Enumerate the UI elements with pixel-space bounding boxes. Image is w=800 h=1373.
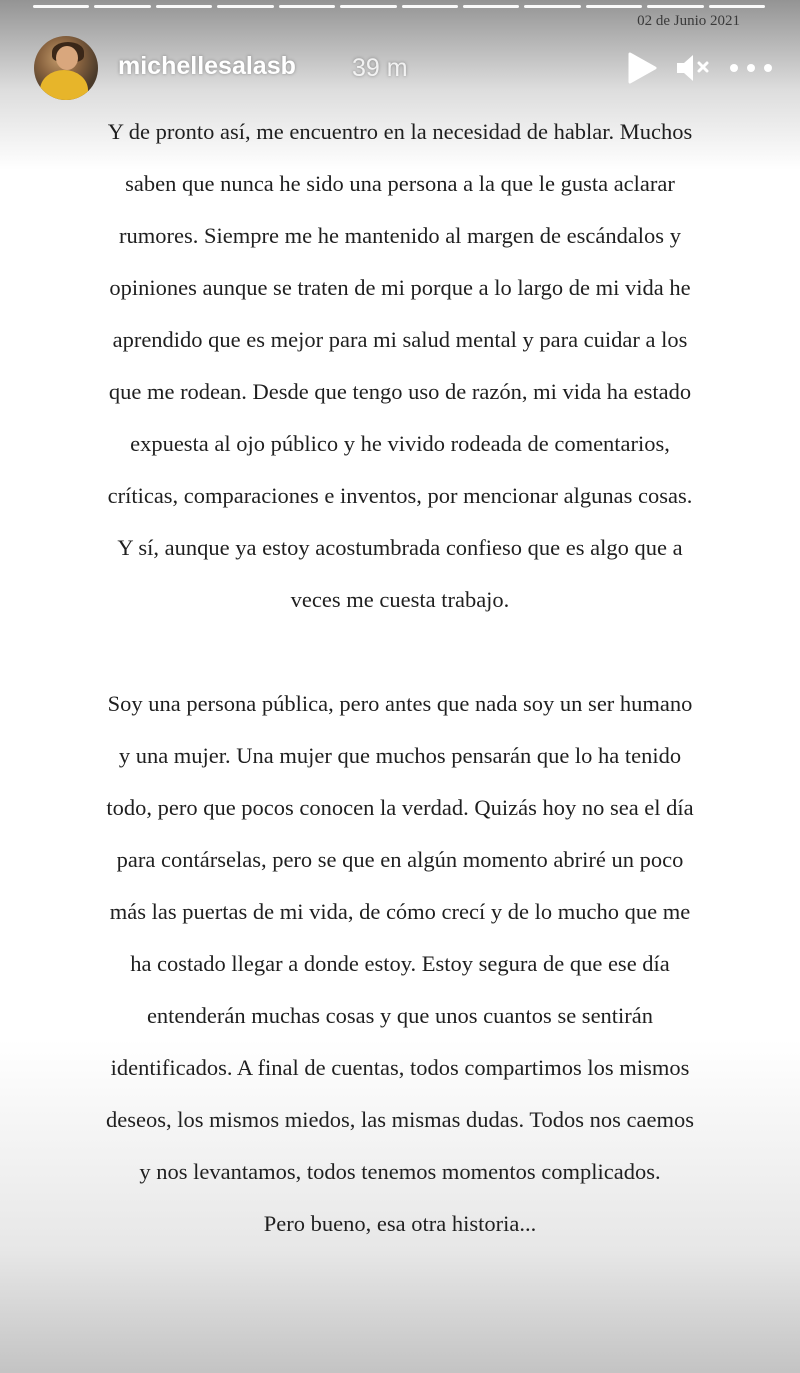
progress-segment (340, 5, 396, 8)
progress-segment (156, 5, 212, 8)
text-line: saben que nunca he sido una persona a la que le gusta aclarar (125, 171, 675, 196)
progress-segment (94, 5, 150, 8)
text-line: ha costado llegar a donde estoy. Estoy segura de que ese día (130, 951, 670, 976)
progress-segment (402, 5, 458, 8)
play-button[interactable] (626, 51, 658, 85)
text-line: identificados. A final de cuentas, todos compartimos los mismos (110, 1055, 690, 1080)
text-line: que me rodean. Desde que tengo uso de razón, mi vida ha estado (108, 379, 692, 404)
progress-segment (709, 5, 765, 8)
text-line: y nos levantamos, todos tenemos momentos complicados. (139, 1159, 661, 1184)
progress-segment (524, 5, 580, 8)
date-stamp: 02 de Junio 2021 (637, 13, 740, 29)
text-line: rumores. Siempre me he mantenido al margen de escándalos y (119, 223, 681, 248)
progress-segment (217, 5, 273, 8)
text-line: Pero bueno, esa otra historia... (263, 1211, 537, 1236)
story-header (34, 36, 774, 100)
more-dots-icon (728, 62, 774, 74)
story-paragraph-2 (50, 678, 750, 1250)
progress-segment (647, 5, 703, 8)
username[interactable]: michellesalasb (118, 52, 296, 80)
more-options-button[interactable] (728, 62, 774, 74)
text-line: todo, pero que pocos conocen la verdad. Quizás hoy no sea el día (106, 795, 694, 820)
avatar-body (40, 70, 88, 100)
mute-button[interactable] (674, 51, 712, 85)
progress-segment (586, 5, 642, 8)
text-line: Y sí, aunque ya estoy acostumbrada confieso que es algo que a (117, 535, 683, 560)
text-line: para contárselas, pero se que en algún momento abriré un poco (116, 847, 684, 872)
progress-segment (33, 5, 89, 8)
text-line: opiniones aunque se traten de mi porque a lo largo de mi vida he (109, 275, 691, 300)
text-line: expuesta al ojo público y he vivido rodeada de comentarios, (130, 431, 670, 456)
progress-segment (463, 5, 519, 8)
text-line: y una mujer. Una mujer que muchos pensarán que lo ha tenido (118, 743, 682, 768)
play-icon (626, 51, 658, 85)
text-line: deseos, los mismos miedos, las mismas dudas. Todos nos caemos (106, 1107, 694, 1132)
progress-segment (279, 5, 335, 8)
story-paragraph-1 (50, 106, 750, 626)
text-line: entenderán muchas cosas y que unos cuantos se sentirán (146, 1003, 654, 1028)
avatar[interactable] (34, 36, 98, 100)
text-line: Soy una persona pública, pero antes que nada soy un ser humano (107, 691, 693, 716)
text-line: críticas, comparaciones e inventos, por mencionar algunas cosas. (107, 483, 693, 508)
text-line: veces me cuesta trabajo. (290, 587, 510, 612)
muted-speaker-icon (674, 51, 712, 85)
post-time: 39 m (352, 54, 408, 82)
text-line: aprendido que es mejor para mi salud mental y para cuidar a los (112, 327, 688, 352)
story-progress-bar (33, 5, 765, 9)
text-line: más las puertas de mi vida, de cómo crecí y de lo mucho que me (109, 899, 691, 924)
text-line: Y de pronto así, me encuentro en la necesidad de hablar. Muchos (107, 119, 693, 144)
avatar-head (56, 46, 78, 70)
story-controls (626, 50, 774, 86)
